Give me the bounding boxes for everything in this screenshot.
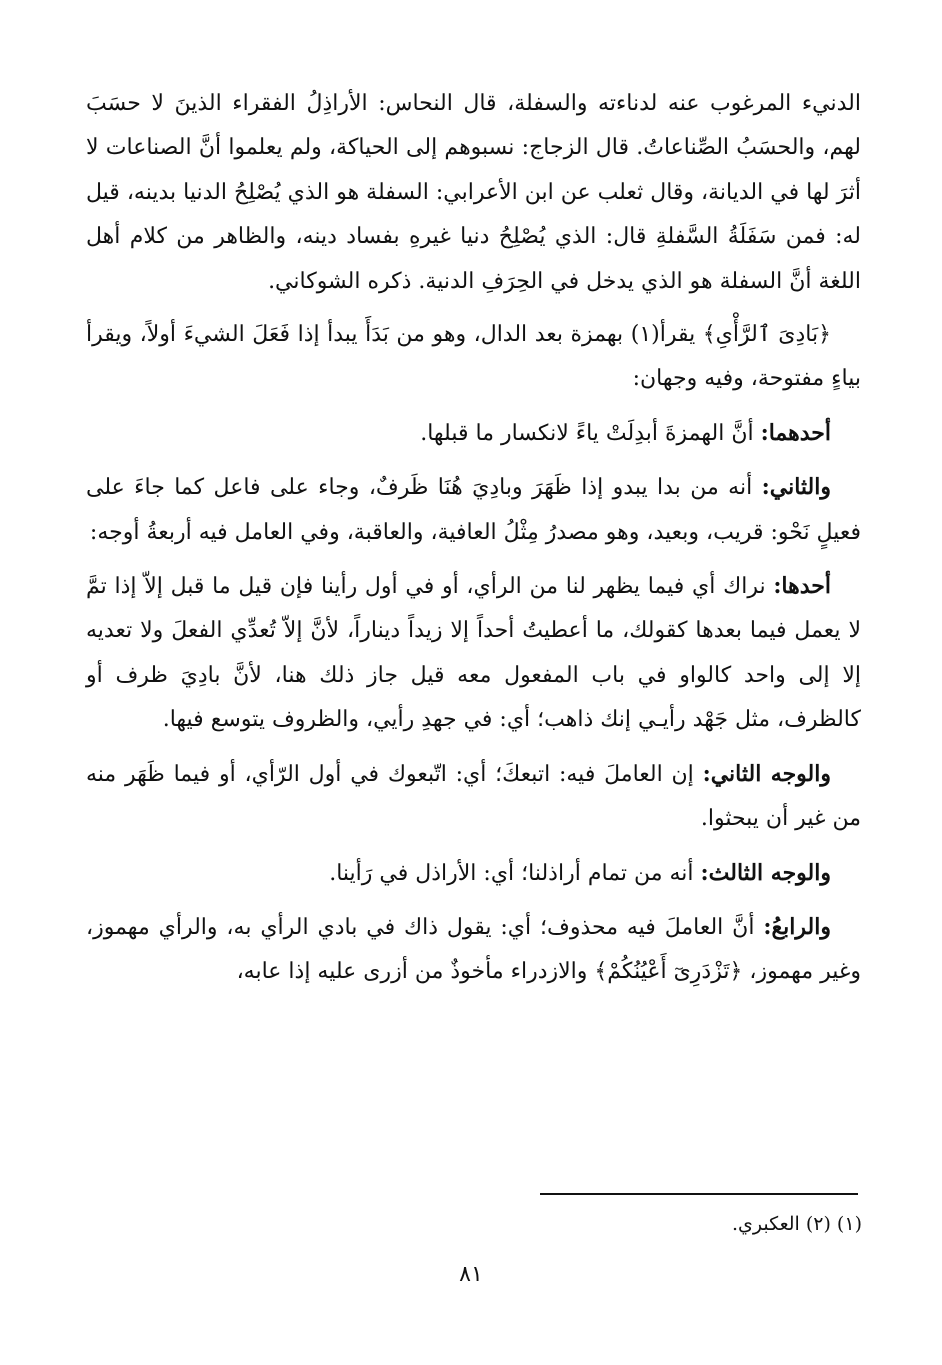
paragraph-6-heading: والوجه الثاني:: [702, 760, 831, 787]
paragraph-5-text: نراك أي فيما يظهر لنا من الرأي، أو في أول رأينا فإن قيل ما قبل إلاّ إذا تمَّ لا يعمل فيما بعدها كقولك، ما أعطيتُ أحداً إلا زيداً ديناراً، لأنَّ إلاّ تُعدِّي الفعلَ ولا تعديه إلا إلى واحد كالواو في باب المفعول معه قيل جاز ذلك هنا، لأنَّ بادِيَ ظرف أو كالظرف، مثل جَهْد رأيـي إنك ذاهب؛ أي: في جهدِ رأيي، والظروف يتوسع فيها.: [86, 574, 861, 733]
paragraph-5: [86, 564, 861, 743]
paragraph-5-heading: أحدها:: [773, 573, 831, 600]
footnote: (١) (٢) العكبري.: [731, 1213, 862, 1235]
main-text-block: [86, 82, 861, 1004]
paragraph-3-heading: أحدهما:: [760, 419, 831, 446]
footnote-divider: [540, 1193, 858, 1195]
paragraph-1: [86, 82, 861, 304]
page-number: ٨١: [459, 1262, 483, 1287]
paragraph-1-text: الدنيء المرغوب عنه لدناءته والسفلة، قال النحاس: الأراذِلُ الفقراء الذينَ لا حسَبَ لهم، والحسَبُ الصِّناعاتُ. قال الزجاج: نسبوهم إلى الحياكة، ولم يعلموا أنَّ الصناعات لا أثرَ لها في الديانة، وقال ثعلب عن ابن الأعرابي: السفلة هو الذي يُصْلِحُ الدنيا بدينه، قيل له: فمن سَفَلَةُ السَّفلةِ قال: الذي يُصْلِحُ دنيا غيرهِ بفساد دينه، والظاهر من كلام أهل اللغة أنَّ السفلة هو الذي يدخل في الحِرَفِ الدنية. ذكره الشوكاني.: [86, 91, 861, 294]
paragraph-2-text: ﴿بَادِىَ ٱلرَّأْىِ﴾ يقرأ(١) بهمزة بعد الدال، وهو من بَدَأَ يبدأ إذا فَعَلَ الشيءَ أولاً، ويقرأ بياءٍ مفتوحة، وفيه وجهان:: [86, 322, 861, 392]
paragraph-6: [86, 752, 861, 842]
paragraph-2: [86, 313, 861, 402]
paragraph-4-text: أنه من بدا يبدو إذا ظَهَرَ وبادِيَ هُنَا ظَرفٌ، وجاء على فاعل كما جاءَ على فعيلٍ نَحْو: قريب، وبعيد، وهو مصدرُ مِثْلُ العافية، والعاقبة، وفي العامل فيه أربعةُ أوجه:: [86, 475, 861, 545]
paragraph-8-text: أنَّ العاملَ فيه محذوف؛ أي: يقول ذاك في بادي الرأي به، والرأي مهموز، وغير مهموز، ﴿تَزْدَرِىٓ أَعْيُنُكُمْ﴾ والازدراء مأخوذٌ من أزرى عليه إذا عابه،: [86, 914, 861, 985]
paragraph-8: [86, 905, 861, 995]
paragraph-7: [86, 851, 861, 896]
paragraph-3-text: أنَّ الهمزةَ أبدِلَتْ ياءً لانكسار ما قبلها.: [420, 420, 754, 446]
paragraph-7-heading: والوجه الثالث:: [700, 859, 831, 886]
paragraph-6-text: إن العاملَ فيه: اتبعكَ؛ أي: اتّبعوك في أول الرّأي، أو فيما ظَهَر منه من غير أن يبحثوا.: [86, 761, 861, 832]
paragraph-8-heading: والرابعُ:: [763, 913, 831, 940]
paragraph-3: [86, 411, 861, 456]
paragraph-7-text: أنه من تمام أراذلنا؛ أي: الأراذل في رَأينا.: [329, 860, 694, 886]
paragraph-4-heading: والثاني:: [761, 474, 831, 501]
paragraph-4: [86, 465, 861, 555]
